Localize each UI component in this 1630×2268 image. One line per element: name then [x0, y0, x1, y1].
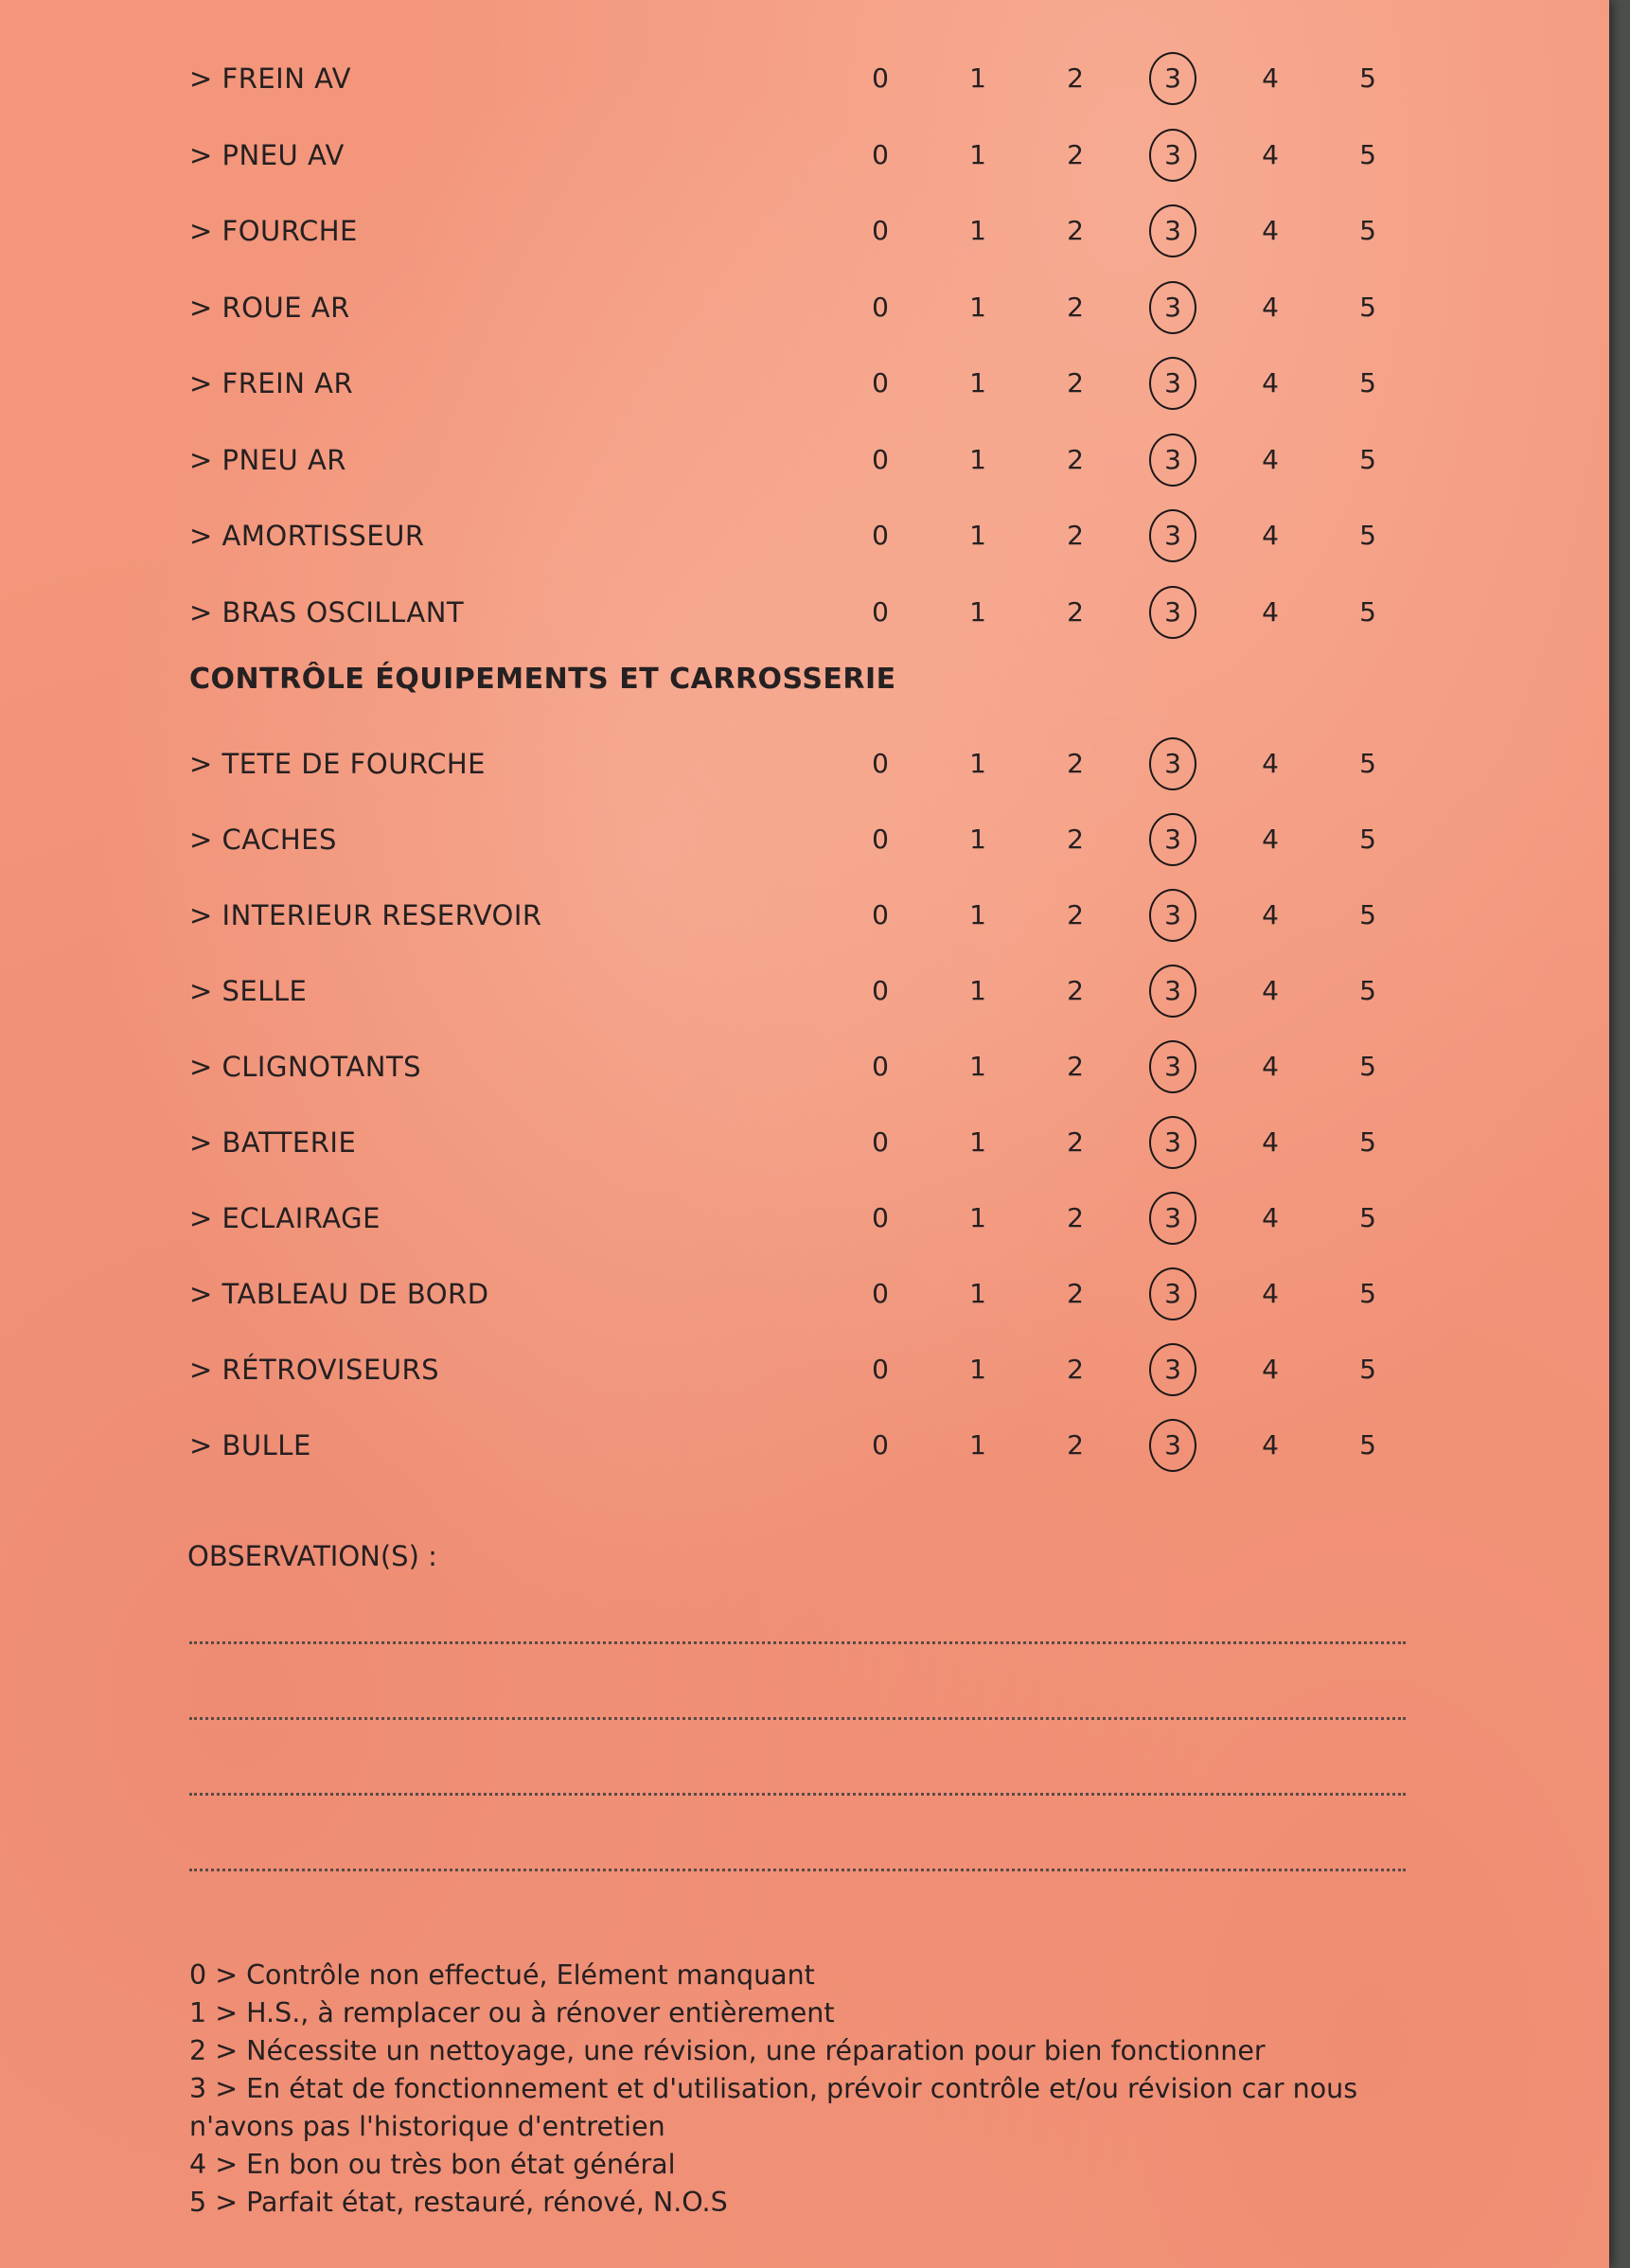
score-option-2[interactable]: 2 — [1067, 62, 1084, 94]
score-option-1[interactable]: 1 — [969, 520, 986, 551]
score-option-1[interactable]: 1 — [969, 899, 986, 930]
score-option-2[interactable]: 2 — [1067, 1429, 1084, 1461]
score-option-0[interactable]: 0 — [872, 215, 889, 246]
score-option-4[interactable]: 4 — [1262, 595, 1279, 628]
score-option-2[interactable]: 2 — [1067, 138, 1084, 170]
score-option-2[interactable]: 2 — [1067, 824, 1084, 855]
row-label: > BRAS OSCILLANT — [189, 595, 465, 629]
row-label: > SELLE — [189, 975, 308, 1007]
score-option-2[interactable]: 2 — [1067, 975, 1084, 1006]
score-option-4[interactable]: 4 — [1262, 443, 1279, 475]
score-option-4[interactable]: 4 — [1262, 975, 1279, 1006]
score-option-2[interactable]: 2 — [1067, 595, 1084, 628]
legend-line: 3 > En état de fonctionnement et d'utilisation, prévoir contrôle et/ou révision car nous — [189, 2073, 1358, 2104]
score-option-0[interactable]: 0 — [872, 1202, 889, 1233]
rating-row — [0, 355, 1609, 412]
row-label: > FREIN AV — [189, 62, 351, 95]
score-option-5[interactable]: 5 — [1359, 367, 1376, 399]
score-option-4[interactable]: 4 — [1262, 1429, 1279, 1461]
score-option-2[interactable]: 2 — [1067, 291, 1084, 323]
score-option-5[interactable]: 5 — [1359, 1429, 1376, 1461]
row-label: > AMORTISSEUR — [189, 520, 425, 552]
score-option-4[interactable]: 4 — [1262, 62, 1279, 94]
score-option-1[interactable]: 1 — [969, 62, 986, 94]
score-option-5[interactable]: 5 — [1359, 520, 1376, 551]
score-option-2[interactable]: 2 — [1067, 1202, 1084, 1233]
score-option-3[interactable]: 3 — [1144, 1038, 1201, 1095]
row-label: > RÉTROVISEURS — [189, 1354, 440, 1386]
score-option-2[interactable]: 2 — [1067, 1278, 1084, 1309]
score-option-5[interactable]: 5 — [1359, 975, 1376, 1006]
score-option-3[interactable]: 3 — [1144, 355, 1201, 412]
observations-label: OBSERVATION(S) : — [187, 1540, 437, 1572]
score-option-5[interactable]: 5 — [1359, 1202, 1376, 1233]
score-option-3[interactable]: 3 — [1144, 1190, 1201, 1247]
score-option-0[interactable]: 0 — [872, 1278, 889, 1309]
section-title: CONTRÔLE ÉQUIPEMENTS ET CARROSSERIE — [189, 663, 896, 696]
score-option-0[interactable]: 0 — [872, 1126, 889, 1158]
score-option-3[interactable]: 3 — [1144, 1417, 1201, 1474]
score-option-2[interactable]: 2 — [1067, 367, 1084, 399]
legend-line: 0 > Contrôle non effectué, Elément manquant — [189, 1959, 815, 1991]
score-option-1[interactable]: 1 — [969, 824, 986, 855]
score-option-0[interactable]: 0 — [872, 824, 889, 855]
score-option-4[interactable]: 4 — [1262, 520, 1279, 551]
score-option-3[interactable]: 3 — [1144, 1114, 1201, 1171]
score-option-1[interactable]: 1 — [969, 215, 986, 246]
legend-line: n'avons pas l'historique d'entretien — [189, 2111, 665, 2142]
score-option-2[interactable]: 2 — [1067, 520, 1084, 551]
row-label: > CACHES — [189, 824, 337, 856]
row-label: > BATTERIE — [189, 1126, 357, 1159]
rating-row — [0, 50, 1609, 107]
score-option-4[interactable]: 4 — [1262, 215, 1279, 246]
score-option-3[interactable]: 3 — [1144, 203, 1201, 259]
score-option-0[interactable]: 0 — [872, 748, 889, 779]
score-option-4[interactable]: 4 — [1262, 367, 1279, 399]
score-option-5[interactable]: 5 — [1359, 899, 1376, 930]
rating-row — [0, 963, 1609, 1019]
score-option-4[interactable]: 4 — [1262, 899, 1279, 930]
rating-row — [0, 1190, 1609, 1247]
score-option-5[interactable]: 5 — [1359, 215, 1376, 246]
rating-row — [0, 203, 1609, 259]
score-option-5[interactable]: 5 — [1359, 138, 1376, 170]
score-option-1[interactable]: 1 — [969, 1278, 986, 1309]
score-option-1[interactable]: 1 — [969, 748, 986, 779]
score-option-5[interactable]: 5 — [1359, 1354, 1376, 1385]
rating-row — [0, 1417, 1609, 1474]
score-option-4[interactable]: 4 — [1262, 1051, 1279, 1082]
score-option-5[interactable]: 5 — [1359, 748, 1376, 779]
score-option-4[interactable]: 4 — [1262, 1202, 1279, 1233]
score-option-0[interactable]: 0 — [872, 975, 889, 1006]
rating-row — [0, 1114, 1609, 1171]
score-option-4[interactable]: 4 — [1262, 824, 1279, 855]
score-option-1[interactable]: 1 — [969, 1429, 986, 1461]
score-option-3[interactable]: 3 — [1144, 1341, 1201, 1398]
score-option-1[interactable]: 1 — [969, 1126, 986, 1158]
score-option-5[interactable]: 5 — [1359, 595, 1376, 628]
score-option-0[interactable]: 0 — [872, 899, 889, 930]
score-option-0[interactable]: 0 — [872, 520, 889, 551]
observation-line-1[interactable] — [189, 1641, 1406, 1644]
score-option-1[interactable]: 1 — [969, 595, 986, 628]
score-option-0[interactable]: 0 — [872, 138, 889, 170]
score-option-1[interactable]: 1 — [969, 367, 986, 399]
row-label: > FOURCHE — [189, 215, 358, 247]
score-option-1[interactable]: 1 — [969, 975, 986, 1006]
score-option-2[interactable]: 2 — [1067, 1126, 1084, 1158]
row-label: > TABLEAU DE BORD — [189, 1278, 489, 1310]
score-option-1[interactable]: 1 — [969, 138, 986, 170]
rating-row — [0, 1266, 1609, 1322]
score-option-2[interactable]: 2 — [1067, 899, 1084, 930]
score-option-2[interactable]: 2 — [1067, 1051, 1084, 1082]
score-option-0[interactable]: 0 — [872, 1051, 889, 1082]
legend-line: 5 > Parfait état, restauré, rénové, N.O.S — [189, 2187, 728, 2218]
score-option-0[interactable]: 0 — [872, 367, 889, 399]
score-option-3[interactable]: 3 — [1144, 584, 1201, 641]
score-option-3[interactable]: 3 — [1144, 507, 1201, 564]
row-label: > CLIGNOTANTS — [189, 1051, 422, 1083]
score-option-1[interactable]: 1 — [969, 443, 986, 475]
score-option-5[interactable]: 5 — [1359, 824, 1376, 855]
score-option-2[interactable]: 2 — [1067, 215, 1084, 246]
rating-row — [0, 279, 1609, 336]
score-option-4[interactable]: 4 — [1262, 1278, 1279, 1309]
rating-row — [0, 887, 1609, 944]
score-option-0[interactable]: 0 — [872, 62, 889, 94]
score-option-2[interactable]: 2 — [1067, 748, 1084, 779]
row-label: > PNEU AR — [189, 443, 346, 476]
score-option-3[interactable]: 3 — [1144, 887, 1201, 944]
score-option-3[interactable]: 3 — [1144, 50, 1201, 107]
score-option-3[interactable]: 3 — [1144, 811, 1201, 868]
rating-row — [0, 735, 1609, 792]
score-option-0[interactable]: 0 — [872, 1429, 889, 1461]
score-option-4[interactable]: 4 — [1262, 138, 1279, 170]
score-option-5[interactable]: 5 — [1359, 1051, 1376, 1082]
score-option-3[interactable]: 3 — [1144, 735, 1201, 792]
score-option-4[interactable]: 4 — [1262, 1126, 1279, 1158]
score-option-3[interactable]: 3 — [1144, 963, 1201, 1019]
score-option-5[interactable]: 5 — [1359, 62, 1376, 94]
score-option-2[interactable]: 2 — [1067, 1354, 1084, 1385]
score-option-2[interactable]: 2 — [1067, 443, 1084, 475]
rating-row — [0, 811, 1609, 868]
score-option-5[interactable]: 5 — [1359, 1278, 1376, 1309]
row-label: > INTERIEUR RESERVOIR — [189, 899, 542, 931]
rating-row — [0, 1038, 1609, 1095]
score-option-0[interactable]: 0 — [872, 291, 889, 323]
observation-line-2[interactable] — [189, 1717, 1406, 1720]
score-option-5[interactable]: 5 — [1359, 443, 1376, 475]
score-option-1[interactable]: 1 — [969, 1202, 986, 1233]
score-option-5[interactable]: 5 — [1359, 1126, 1376, 1158]
row-label: > TETE DE FOURCHE — [189, 748, 486, 780]
score-option-1[interactable]: 1 — [969, 1051, 986, 1082]
score-option-3[interactable]: 3 — [1144, 432, 1201, 488]
score-option-3[interactable]: 3 — [1144, 1266, 1201, 1322]
rating-row — [0, 432, 1609, 488]
legend-line: 4 > En bon ou très bon état général — [189, 2149, 676, 2180]
score-option-3[interactable]: 3 — [1144, 279, 1201, 336]
score-option-0[interactable]: 0 — [872, 1354, 889, 1385]
score-option-1[interactable]: 1 — [969, 1354, 986, 1385]
rating-row — [0, 1341, 1609, 1398]
observation-line-3[interactable] — [189, 1793, 1406, 1796]
score-option-1[interactable]: 1 — [969, 291, 986, 323]
row-label: > FREIN AR — [189, 367, 354, 399]
score-option-0[interactable]: 0 — [872, 443, 889, 475]
observation-line-4[interactable] — [189, 1869, 1406, 1871]
rating-row — [0, 584, 1609, 641]
score-option-4[interactable]: 4 — [1262, 748, 1279, 779]
row-label: > PNEU AV — [189, 138, 345, 171]
score-option-5[interactable]: 5 — [1359, 291, 1376, 323]
rating-row — [0, 507, 1609, 564]
score-option-0[interactable]: 0 — [872, 595, 889, 628]
legend-line: 1 > H.S., à remplacer ou à rénover entièrement — [189, 1997, 835, 2029]
score-option-3[interactable]: 3 — [1144, 127, 1201, 184]
score-option-4[interactable]: 4 — [1262, 291, 1279, 323]
rating-legend — [189, 1957, 1420, 2222]
row-label: > ECLAIRAGE — [189, 1202, 381, 1234]
row-label: > ROUE AR — [189, 291, 350, 324]
score-option-4[interactable]: 4 — [1262, 1354, 1279, 1385]
legend-line: 2 > Nécessite un nettoyage, une révision, une réparation pour bien fonctionner — [189, 2035, 1266, 2066]
row-label: > BULLE — [189, 1429, 311, 1462]
rating-row — [0, 127, 1609, 184]
